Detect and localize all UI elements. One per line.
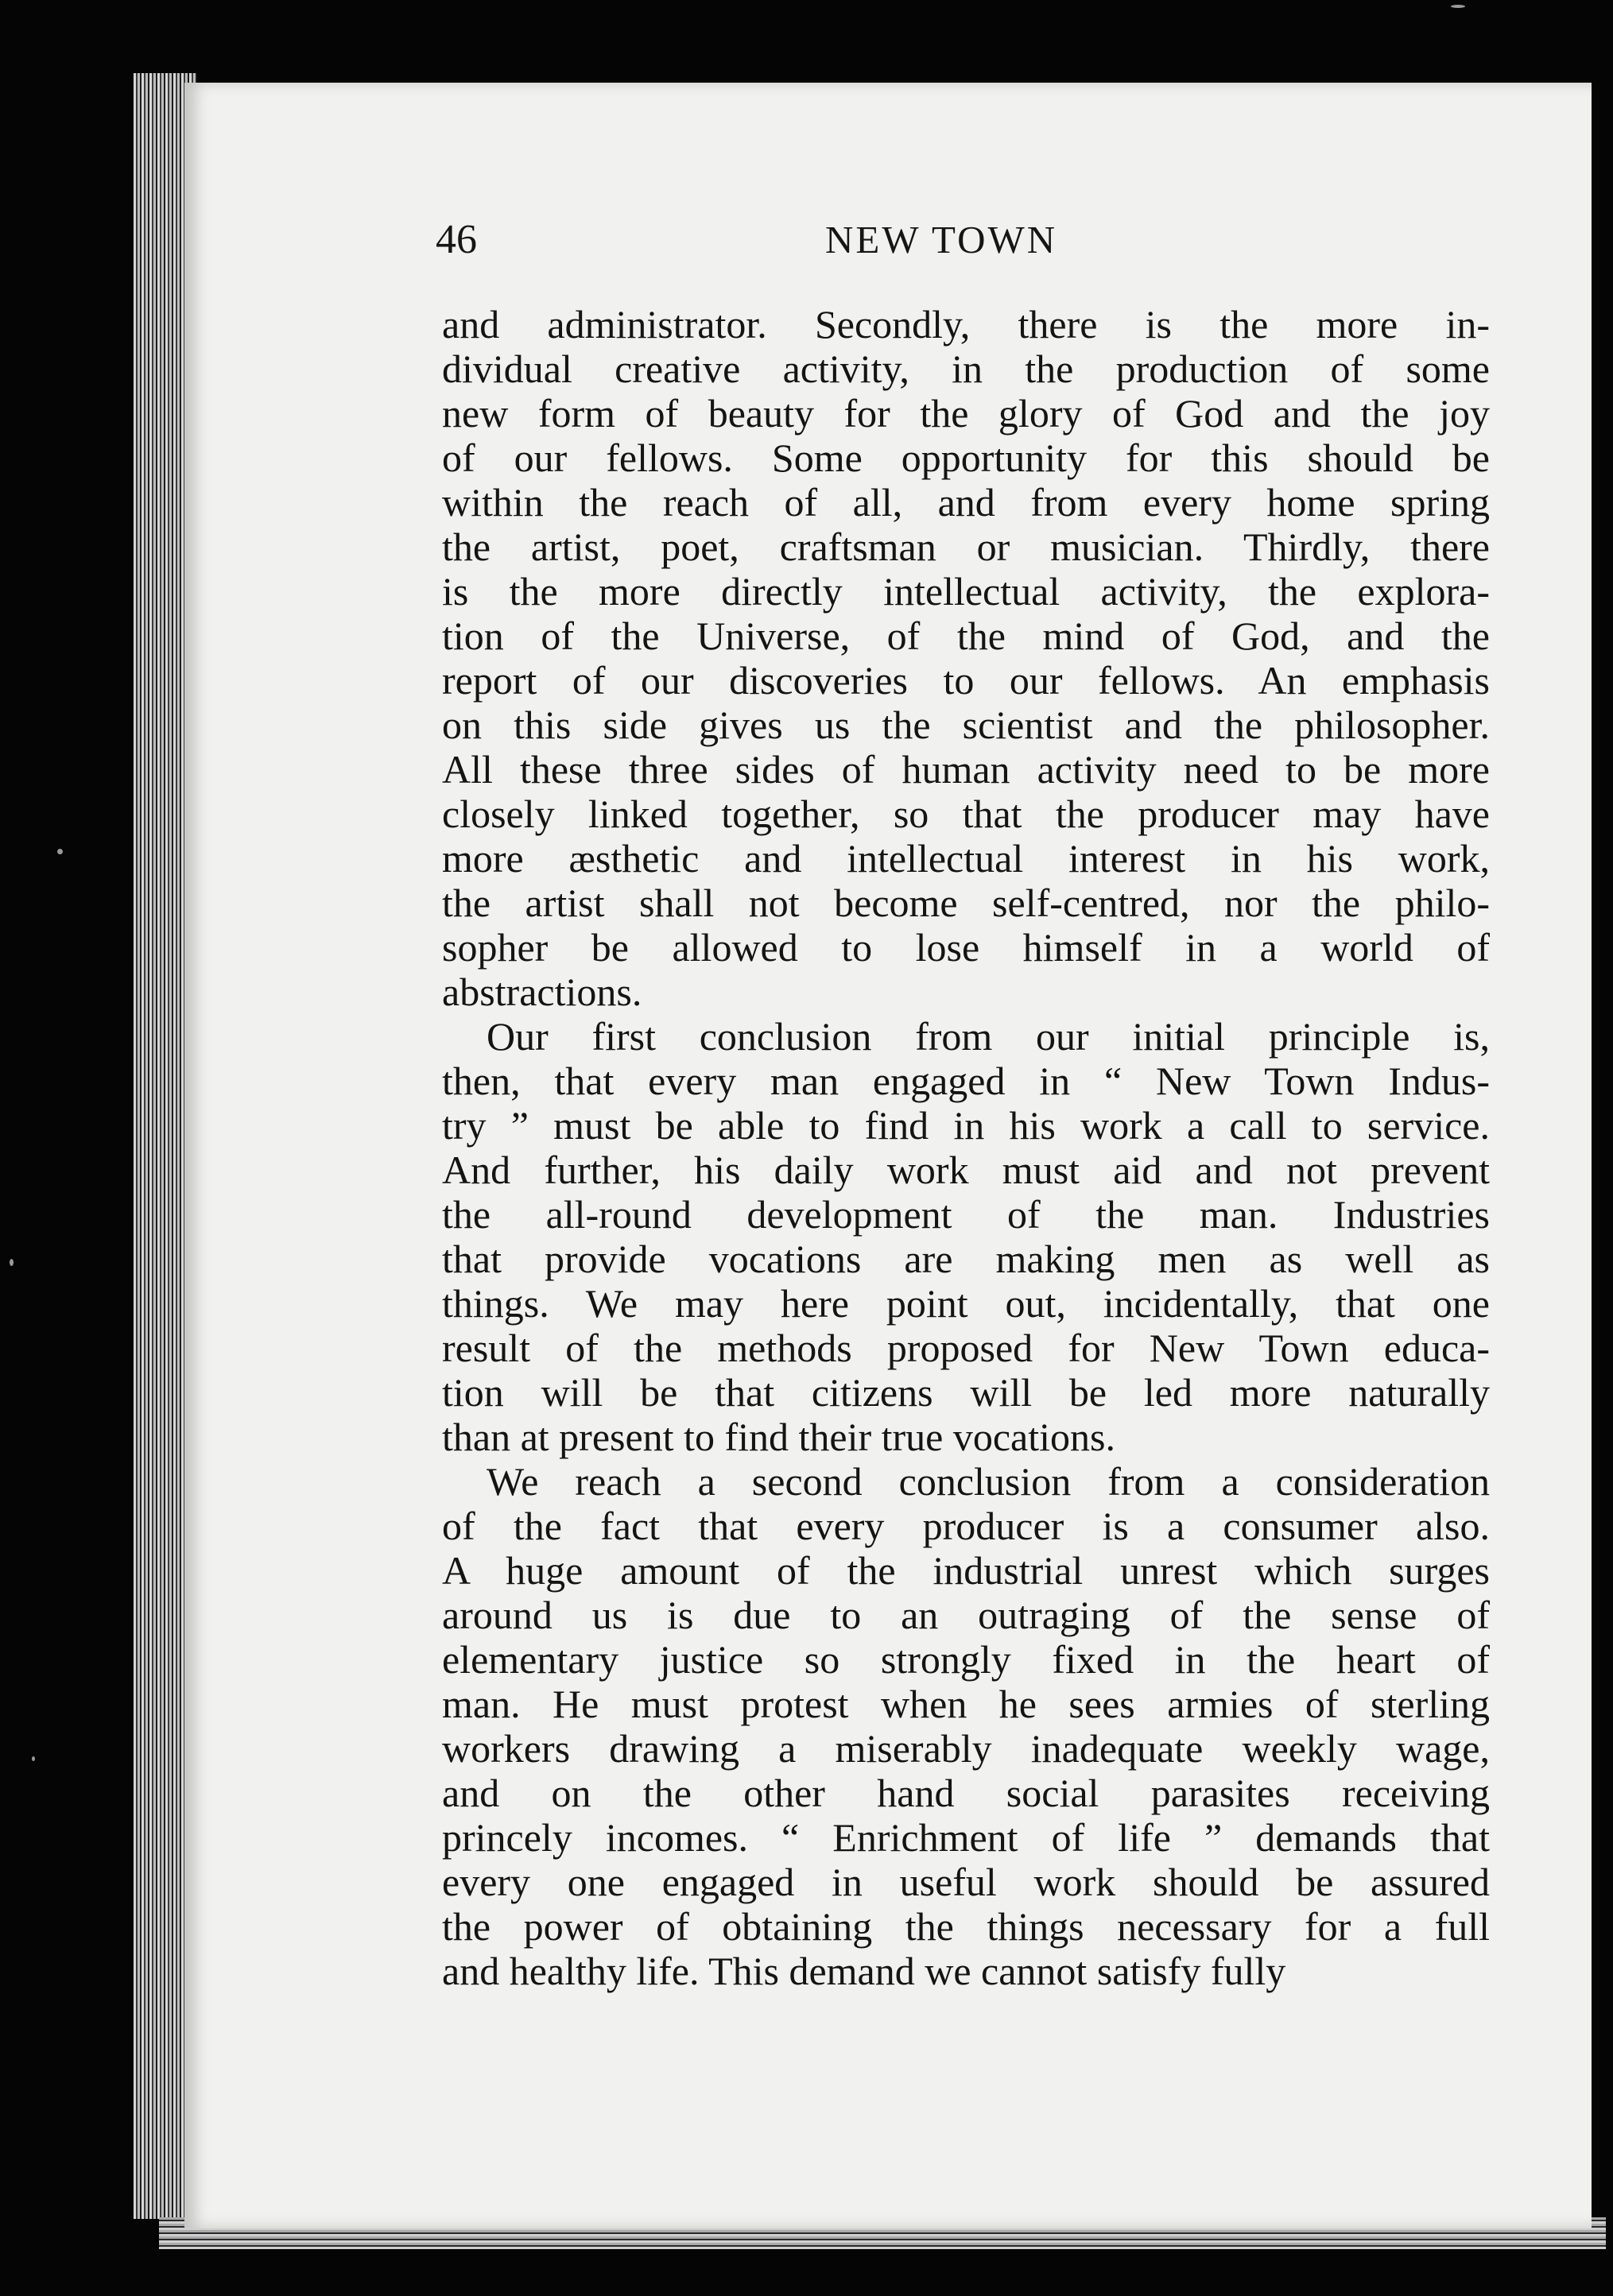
text-line: We reach a second conclusion from a consideration — [487, 1459, 1490, 1504]
text-line: sopher be allowed to lose himself in a world of — [442, 925, 1490, 970]
text-line: man. He must protest when he sees armies of sterling — [442, 1682, 1490, 1726]
text-line: the all-round development of the man. Industries — [442, 1192, 1490, 1237]
text-line: the power of obtaining the things necessary for a full — [442, 1904, 1490, 1949]
text-line: and on the other hand social parasites receiving — [442, 1771, 1490, 1815]
text-line: And further, his daily work must aid and not prevent — [442, 1148, 1490, 1192]
text-line: tion will be that citizens will be led more naturally — [442, 1370, 1490, 1415]
running-head — [436, 208, 1095, 272]
text-line: dividual creative activity, in the production of some — [442, 347, 1490, 391]
text-line: closely linked together, so that the producer may have — [442, 792, 1490, 836]
text-line: of the fact that every producer is a consumer also. — [442, 1504, 1490, 1548]
text-line: of our fellows. Some opportunity for this should be — [442, 436, 1490, 480]
text-line: new form of beauty for the glory of God and the joy — [442, 391, 1490, 436]
text-line: then, that every man engaged in “ New Town Indus- — [442, 1059, 1490, 1103]
text-line: on this side gives us the scientist and the philosopher. — [442, 703, 1490, 747]
text-line: and administrator. Secondly, there is the more in- — [442, 302, 1490, 347]
text-line: All these three sides of human activity need to be more — [442, 747, 1490, 792]
text-line: every one engaged in useful work should be assured — [442, 1860, 1490, 1904]
text-line: the artist, poet, craftsman or musician. Thirdly, there — [442, 525, 1490, 569]
text-line: is the more directly intellectual activity, the explora- — [442, 569, 1490, 614]
text-line: princely incomes. “ Enrichment of life ” demands that — [442, 1815, 1490, 1860]
text-line: things. We may here point out, incidentally, that one — [442, 1281, 1490, 1326]
text-line: workers drawing a miserably inadequate weekly wage, — [442, 1726, 1490, 1771]
text-line: more æsthetic and intellectual interest in his work, — [442, 836, 1490, 881]
text-line: and healthy life. This demand we cannot satisfy fully — [442, 1949, 1286, 1993]
text-line: elementary justice so strongly fixed in the heart of — [442, 1637, 1490, 1682]
scan-speck — [32, 1756, 35, 1761]
body-text — [442, 302, 1490, 1993]
text-line: the artist shall not become self-centred, nor the philo- — [442, 881, 1490, 925]
text-line: Our first conclusion from our initial principle is, — [487, 1014, 1490, 1059]
scan-speck — [1451, 5, 1465, 8]
text-line: than at present to find their true vocations. — [442, 1415, 1115, 1459]
text-line: abstractions. — [442, 970, 642, 1014]
running-title: NEW TOWN — [825, 218, 1058, 261]
text-line: tion of the Universe, of the mind of God, and the — [442, 614, 1490, 658]
scan-speck — [57, 849, 63, 854]
text-line: A huge amount of the industrial unrest which surges — [442, 1548, 1490, 1593]
page-number: 46 — [436, 217, 477, 262]
text-line: result of the methods proposed for New Town educa- — [442, 1326, 1490, 1370]
text-line: try ” must be able to find in his work a call to service. — [442, 1103, 1490, 1148]
text-line: report of our discoveries to our fellows. An emphasis — [442, 658, 1490, 703]
text-line: that provide vocations are making men as well as — [442, 1237, 1490, 1281]
text-line: within the reach of all, and from every home spring — [442, 480, 1490, 525]
text-line: around us is due to an outraging of the sense of — [442, 1593, 1490, 1637]
scan-speck — [10, 1259, 14, 1266]
